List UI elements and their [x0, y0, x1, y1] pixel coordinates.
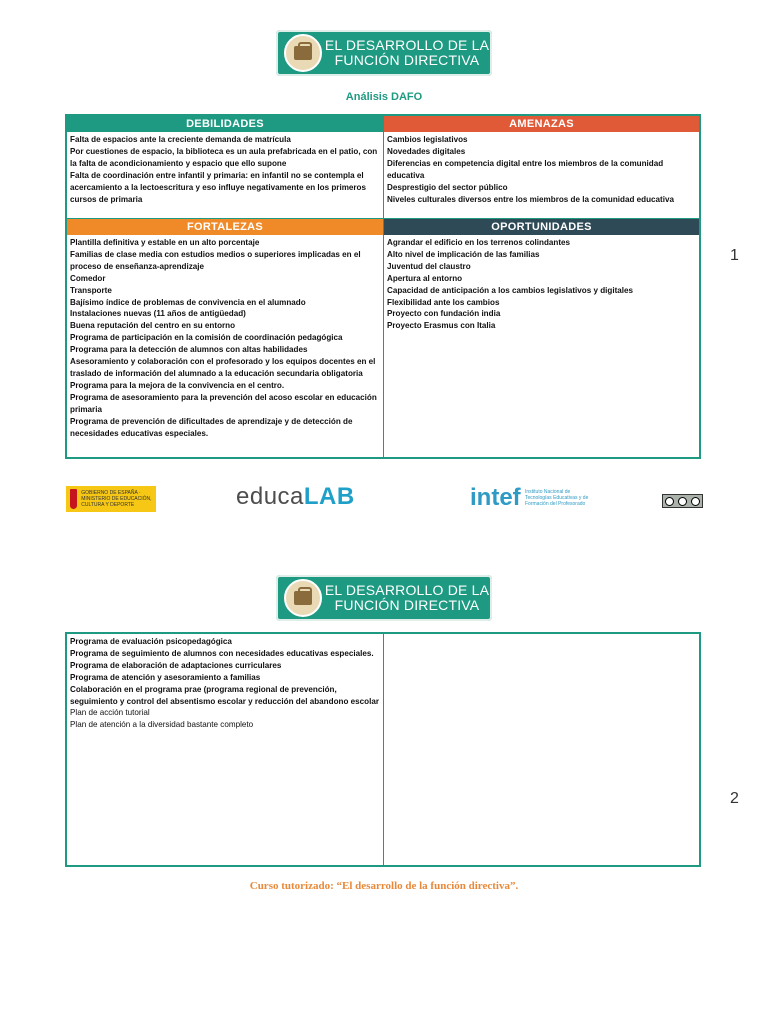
- fortaleza-item: Programa para la mejora de la convivencia en el centro.: [70, 380, 285, 390]
- dafo-grid: [65, 114, 701, 459]
- page-title: Análisis DAFO: [345, 91, 423, 103]
- amenaza-item: Diferencias en competencia digital entre los miembros de la comunidad educativa: [387, 158, 664, 180]
- oportunidades-continued: [384, 634, 699, 865]
- fortaleza-item: Bajísimo índice de problemas de convivencia en el alumnado: [70, 297, 306, 307]
- oportunidad-item: Capacidad de anticipación a los cambios legislativos y digitales: [387, 285, 634, 295]
- debilidad-item: Por cuestiones de espacio, la biblioteca es un aula prefabricada en el patio, con la falta de acondicionamiento y espacio que ello supone: [70, 146, 378, 168]
- amenaza-item: Cambios legislativos: [387, 135, 468, 144]
- fortaleza-item: Programa de asesoramiento para la prevención del acoso escolar en educación primaria: [70, 392, 377, 414]
- oportunidad-item: Juventud del claustro: [387, 261, 471, 271]
- fortaleza-item: Programa de participación en la comisión de coordinación pedagógica: [70, 333, 343, 343]
- fortalezas-header: FORTALEZAS: [67, 219, 383, 235]
- fortaleza-item: Buena reputación del centro en su entorno: [70, 321, 236, 331]
- oportunidades-list: [384, 235, 699, 332]
- fortaleza-item: Programa de prevención de dificultades de aprendizaje y de detección de necesidades educativas especiales.: [70, 416, 353, 438]
- page-number-2: 2: [730, 790, 739, 807]
- oportunidad-item: Alto nivel de implicación de las familias: [387, 249, 540, 259]
- amenazas-header: AMENAZAS: [384, 116, 699, 132]
- gobierno-logo: GOBIERNO DE ESPAÑA · MINISTERIO DE EDUCACIÓN, CULTURA Y DEPORTE: [66, 486, 156, 512]
- fortaleza-item: Programa de seguimiento de alumnos con necesidades educativas especiales.: [70, 648, 374, 658]
- fortalezas-section: [67, 219, 383, 457]
- page-number-1: 1: [730, 247, 739, 264]
- fortalezas-continued-list: [67, 634, 383, 707]
- oportunidad-item: Agrandar el edificio en los terrenos colindantes: [387, 238, 571, 247]
- fortalezas-continued: [67, 634, 383, 865]
- oportunidades-header: OPORTUNIDADES: [384, 219, 699, 235]
- fortaleza-item: Programa de evaluación psicopedagógica: [70, 637, 232, 646]
- banner-title-2: EL DESARROLLO DE LA FUNCIÓN DIRECTIVA: [324, 582, 490, 613]
- course-footer: Curso tutorizado: “El desarrollo de la función directiva”.: [249, 880, 519, 892]
- intef-logo: intef: [470, 484, 521, 511]
- amenaza-item: Desprestigio del sector público: [387, 182, 508, 192]
- fortalezas-list: [67, 235, 383, 439]
- fortaleza-item: Programa para la detección de alumnos con altas habilidades: [70, 345, 308, 355]
- debilidades-header: DEBILIDADES: [67, 116, 383, 132]
- fortaleza-item: Plan de acción tutorial: [70, 708, 150, 718]
- dafo-grid-continued: [65, 632, 701, 867]
- creative-commons-icon: [662, 494, 703, 508]
- course-banner: [276, 30, 492, 76]
- fortaleza-item: Plantilla definitiva y estable en un alto porcentaje: [70, 238, 260, 247]
- oportunidad-item: Proyecto con fundación india: [387, 309, 501, 319]
- fortaleza-item: Transporte: [70, 285, 112, 295]
- amenaza-item: Novedades digitales: [387, 146, 466, 156]
- fortalezas-continued-plain-list: [67, 707, 383, 731]
- fortaleza-item: Programa de atención y asesoramiento a familias: [70, 672, 261, 682]
- fortaleza-item: Familias de clase media con estudios medios o superiores implicadas en el proceso de enseñanza-aprendizaje: [70, 249, 361, 271]
- course-banner-2: [276, 575, 492, 621]
- fortaleza-item: Comedor: [70, 273, 106, 283]
- oportunidad-item: Apertura al entorno: [387, 273, 463, 283]
- briefcase-icon: [284, 34, 322, 72]
- fortaleza-item: Asesoramiento y colaboración con el profesorado y los equipos docentes en el traslado de información del alumnado a la educación secundaria obligatoria: [70, 357, 376, 378]
- fortaleza-item: Plan de atención a la diversidad bastante completo: [70, 720, 254, 730]
- banner-title: EL DESARROLLO DE LA FUNCIÓN DIRECTIVA: [324, 37, 490, 68]
- oportunidad-item: Flexibilidad ante los cambios: [387, 297, 500, 307]
- educalab-logo: educaLAB: [236, 483, 355, 510]
- debilidades-list: [67, 132, 383, 205]
- coat-of-arms-icon: [70, 489, 77, 509]
- logo-bar: [0, 483, 768, 514]
- intef-subtitle: Instituto Nacional de Tecnologías Educativas y de Formación del Profesorado: [525, 489, 589, 507]
- fortaleza-item: Programa de elaboración de adaptaciones curriculares: [70, 660, 282, 670]
- debilidades-section: [67, 116, 383, 218]
- fortaleza-item: Instalaciones nuevas (11 años de antigüedad): [70, 309, 246, 319]
- oportunidades-section: [384, 219, 699, 457]
- briefcase-icon: [284, 579, 322, 617]
- debilidad-item: Falta de espacios ante la creciente demanda de matrícula: [70, 135, 291, 144]
- debilidad-item: Falta de coordinación entre infantil y primaria: en infantil no se contempla el acercamiento a la lectoescritura y eso influye negativamente en los primeros cursos de primaria: [70, 170, 366, 204]
- amenazas-section: [384, 116, 699, 218]
- amenaza-item: Niveles culturales diversos entre los miembros de la comunidad educativa: [387, 194, 674, 204]
- fortaleza-item: Colaboración en el programa prae (programa regional de prevención, seguimiento y control del absentismo escolar y reducción del abandono escolar: [70, 684, 379, 706]
- amenazas-list: [384, 132, 699, 205]
- oportunidad-item: Proyecto Erasmus con Italia: [387, 321, 496, 331]
